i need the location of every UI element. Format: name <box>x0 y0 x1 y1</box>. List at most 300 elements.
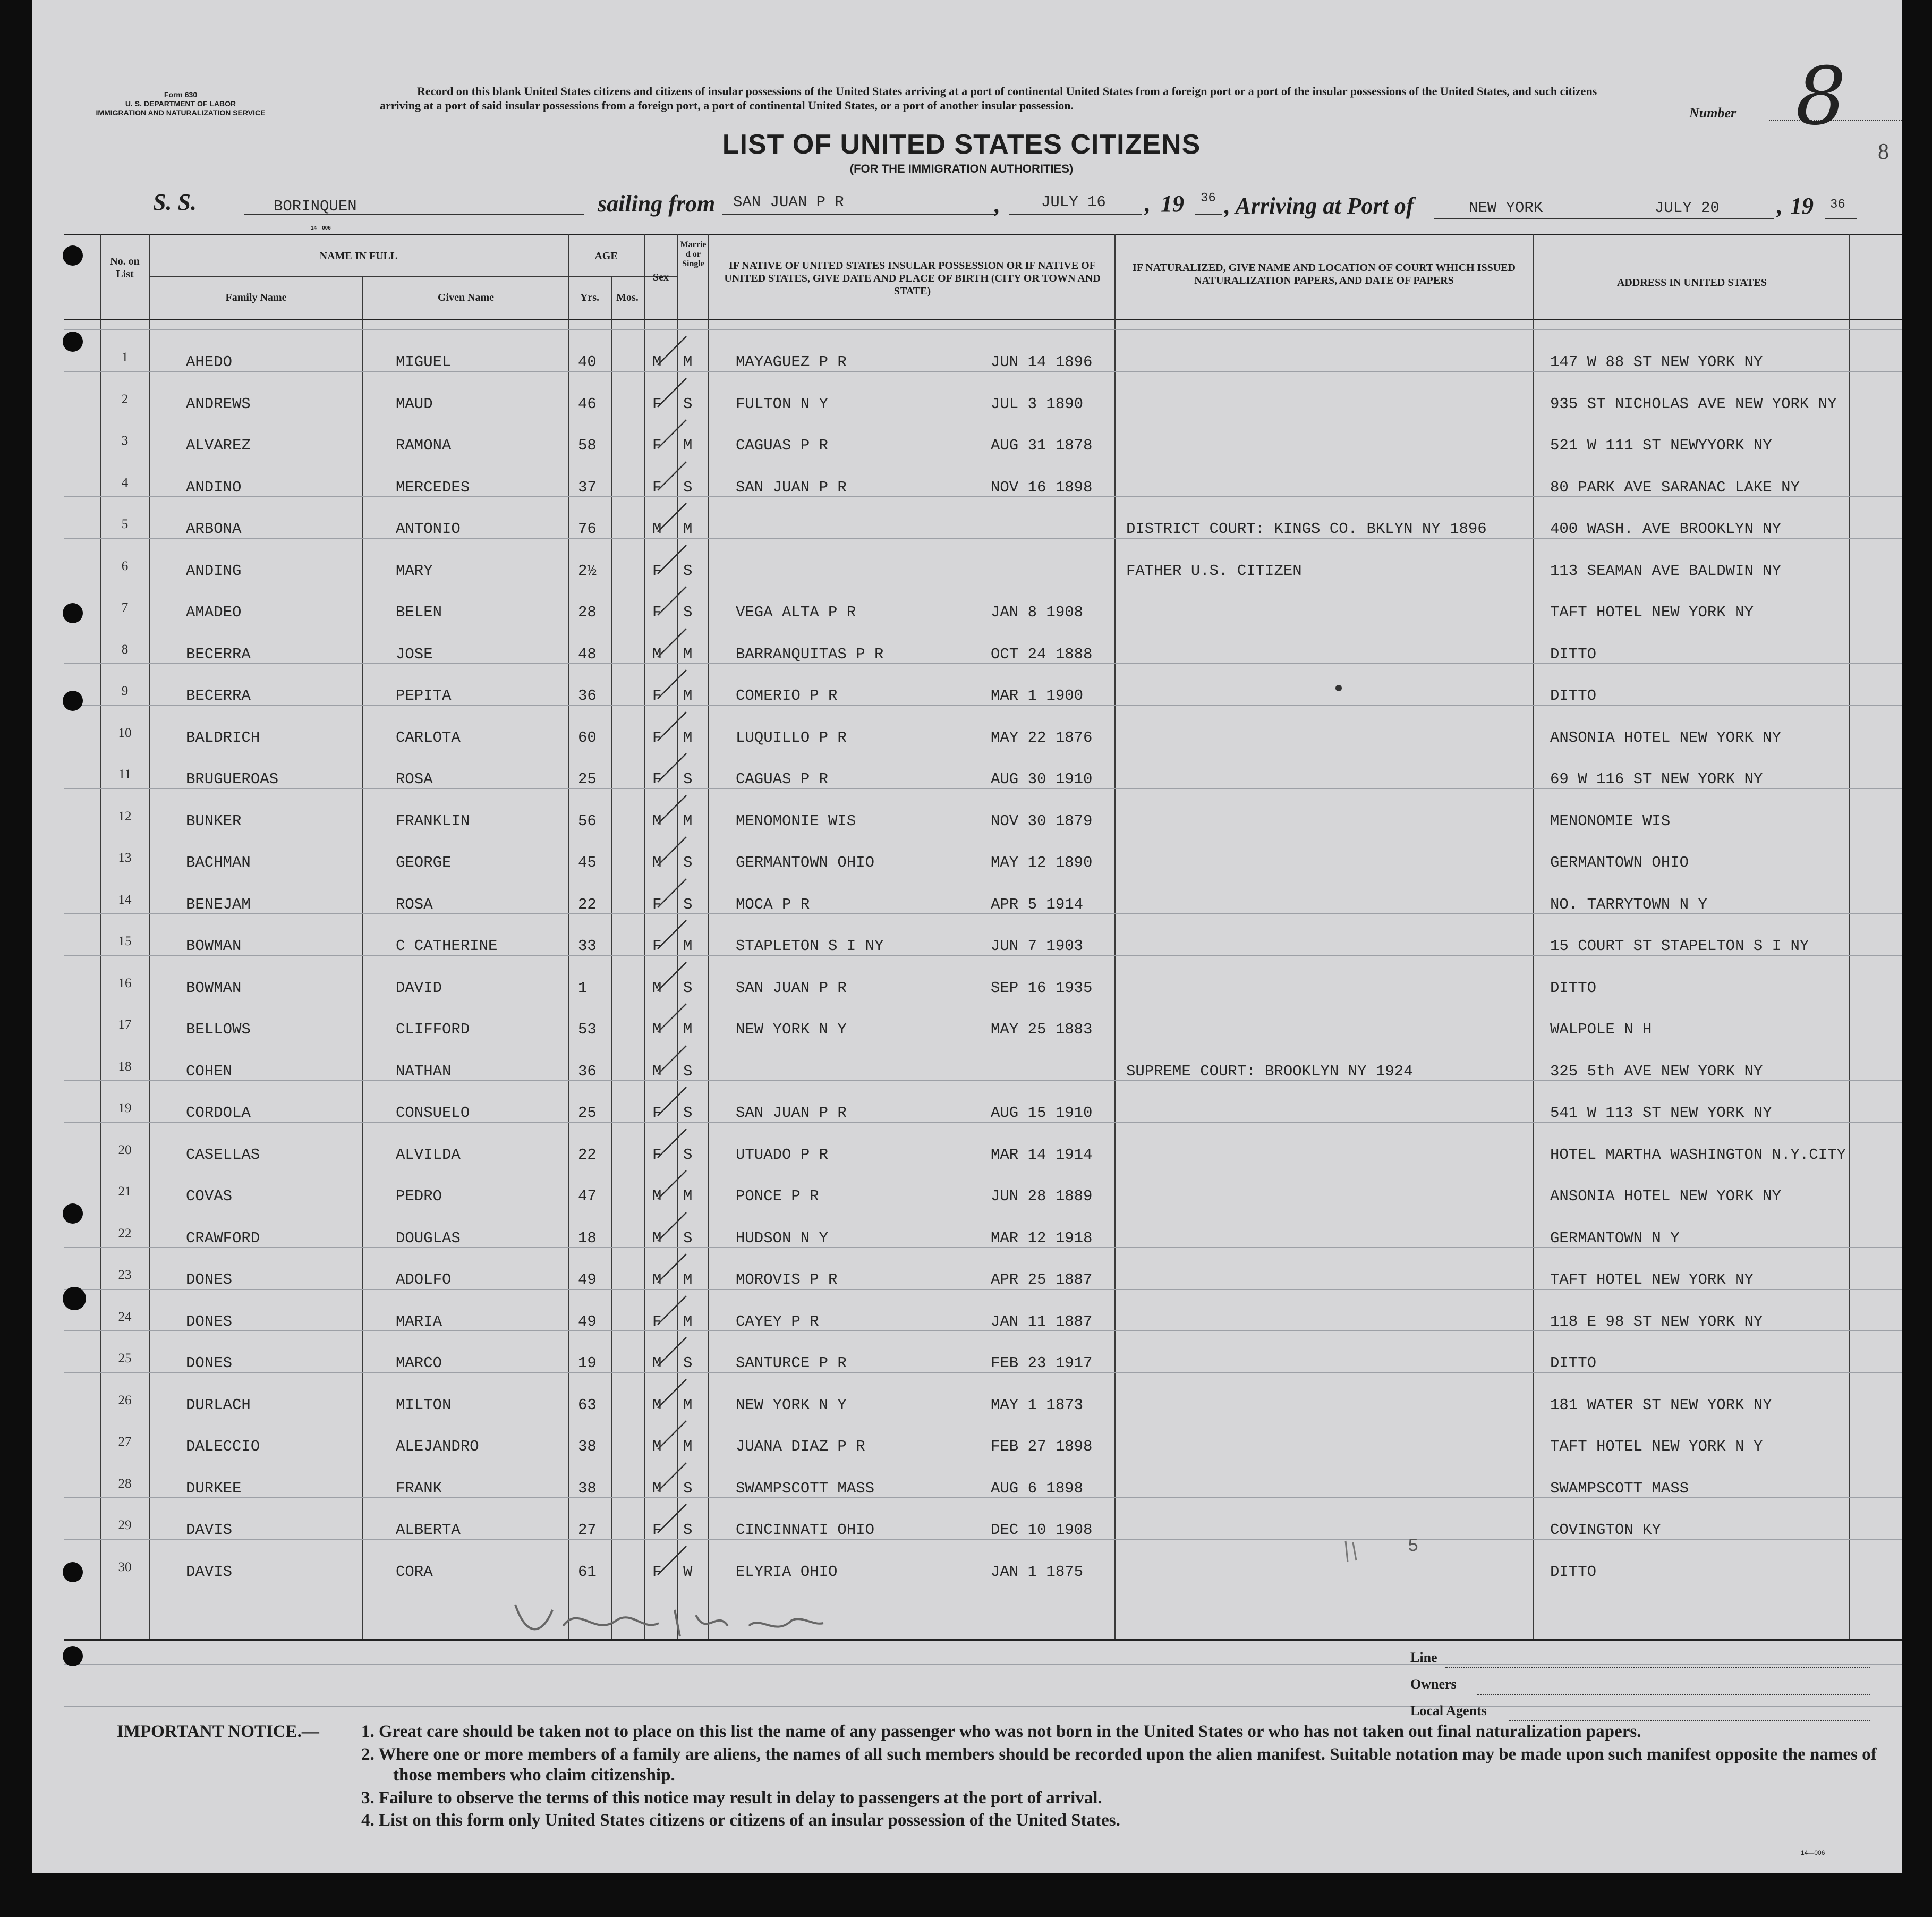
row-place: ELYRIA OHIO <box>736 1563 838 1581</box>
row-marital: S <box>683 1354 693 1372</box>
row-no: 25 <box>118 1351 132 1365</box>
check-mark <box>653 457 691 495</box>
row-family: DURKEE <box>186 1479 242 1497</box>
row-sex: M <box>652 1229 662 1247</box>
col-header-no: No. on List <box>110 256 140 280</box>
row-date: AUG 30 1910 <box>991 770 1093 788</box>
row-date: APR 5 1914 <box>991 895 1084 913</box>
row-given: CLIFFORD <box>396 1021 470 1038</box>
row-age: 36 <box>578 687 597 705</box>
sailing-from-label: sailing from <box>598 191 716 217</box>
row-age: 53 <box>578 1021 597 1038</box>
row-age: 47 <box>578 1187 597 1205</box>
check-mark <box>653 1208 691 1245</box>
row-no: 22 <box>118 1226 132 1241</box>
punch-hole <box>63 1287 86 1310</box>
table-top-rule <box>64 234 1902 235</box>
row-date: MAY 25 1883 <box>991 1021 1093 1038</box>
row-place: BARRANQUITAS P R <box>736 645 884 663</box>
row-family: ARBONA <box>186 520 242 538</box>
punch-hole <box>63 1203 83 1224</box>
col-divider <box>1533 234 1534 1639</box>
row-given: MAUD <box>396 395 433 413</box>
arrival-date: JULY 20 <box>1655 199 1720 217</box>
row-marital: S <box>683 770 693 788</box>
row-no: 26 <box>118 1393 132 1407</box>
row-given: FRANKLIN <box>396 812 470 830</box>
row-sex: F <box>652 478 662 496</box>
name-subheader-rule <box>149 276 600 277</box>
row-no: 17 <box>118 1017 132 1032</box>
row-naturalized: SUPREME COURT: BROOKLYN NY 1924 <box>1126 1062 1413 1080</box>
row-given: ROSA <box>396 895 433 913</box>
row-age: 38 <box>578 1479 597 1497</box>
row-date: FEB 23 1917 <box>991 1354 1093 1372</box>
row-family: AHEDO <box>186 353 233 371</box>
row-given: JOSE <box>396 645 433 663</box>
row-sex: F <box>652 895 662 913</box>
row-family: CORDOLA <box>186 1104 251 1122</box>
row-place: UTUADO P R <box>736 1146 829 1164</box>
arrival-year: 36 <box>1830 198 1845 212</box>
row-place: LUQUILLO P R <box>736 728 847 747</box>
row-age: 56 <box>578 812 597 830</box>
row-place: PONCE P R <box>736 1187 819 1205</box>
owners-signature-line <box>1477 1694 1870 1695</box>
page-title: LIST OF UNITED STATES CITIZENS <box>722 129 1201 160</box>
row-no: 6 <box>121 558 129 573</box>
row-place: GERMANTOWN OHIO <box>736 854 875 871</box>
row-sex: F <box>652 687 662 705</box>
service-name: IMMIGRATION AND NATURALIZATION SERVICE <box>96 108 266 117</box>
row-age: 45 <box>578 854 597 871</box>
row-age: 36 <box>578 1062 597 1080</box>
row-age: 1 <box>578 979 588 997</box>
arrival-port-line <box>1434 218 1774 219</box>
row-family: DAVIS <box>186 1563 233 1581</box>
row-age: 49 <box>578 1312 597 1330</box>
row-family: ALVAREZ <box>186 437 251 454</box>
row-address: 69 W 116 ST NEW YORK NY <box>1550 770 1763 788</box>
row-family: DONES <box>186 1354 233 1372</box>
row-sex: M <box>652 979 662 997</box>
corner-mark: 8 <box>1878 140 1889 164</box>
row-sex: F <box>652 937 662 955</box>
row-place: FULTON N Y <box>736 395 829 413</box>
col-header-given: Given Name <box>437 292 495 303</box>
row-given: PEDRO <box>396 1187 442 1205</box>
row-address: DITTO <box>1550 1563 1597 1581</box>
row-sex: F <box>652 1521 662 1539</box>
arrival-year-line <box>1825 218 1857 219</box>
row-age: 22 <box>578 1146 597 1164</box>
row-age: 48 <box>578 645 597 663</box>
row-given: MARY <box>396 562 433 580</box>
row-no: 7 <box>121 600 129 615</box>
check-mark <box>653 1292 691 1329</box>
col-header-sex: Sex <box>653 272 669 283</box>
row-sex: M <box>652 812 662 830</box>
row-given: CONSUELO <box>396 1104 470 1122</box>
check-mark <box>653 958 691 995</box>
row-date: MAR 1 1900 <box>991 687 1084 705</box>
check-mark <box>653 833 691 870</box>
row-sex: F <box>652 1104 662 1122</box>
check-mark <box>653 1250 691 1287</box>
check-mark <box>653 332 691 369</box>
row-no: 16 <box>118 976 132 990</box>
check-mark <box>653 582 691 620</box>
row-address: ANSONIA HOTEL NEW YORK NY <box>1550 1187 1782 1205</box>
row-family: CRAWFORD <box>186 1229 260 1247</box>
row-given: DAVID <box>396 979 442 997</box>
row-marital: M <box>683 937 693 955</box>
row-address: DITTO <box>1550 687 1597 705</box>
row-date: JUL 3 1890 <box>991 395 1084 413</box>
row-marital: M <box>683 1312 693 1330</box>
row-rule <box>64 1330 1902 1331</box>
punch-hole <box>63 1562 83 1582</box>
col-header-naturalized: IF NATURALIZED, GIVE NAME AND LOCATION OF COURT WHICH ISSUED NATURALIZATION PAPERS, AND DATE OF PAPERS <box>1133 262 1516 286</box>
row-address: 325 5th AVE NEW YORK NY <box>1550 1062 1763 1080</box>
row-place: MENOMONIE WIS <box>736 812 856 830</box>
row-no: 3 <box>121 434 129 448</box>
row-address: TAFT HOTEL NEW YORK NY <box>1550 604 1754 621</box>
row-place: NEW YORK N Y <box>736 1396 847 1414</box>
row-date: SEP 16 1935 <box>991 979 1093 997</box>
row-family: BECERRA <box>186 645 251 663</box>
row-date: MAY 1 1873 <box>991 1396 1084 1414</box>
row-address: 113 SEAMAN AVE BALDWIN NY <box>1550 562 1782 580</box>
row-address: WALPOLE N H <box>1550 1021 1652 1038</box>
row-family: ANDINO <box>186 478 242 496</box>
row-sex: M <box>652 520 662 538</box>
row-age: 49 <box>578 1271 597 1288</box>
check-mark <box>653 374 691 411</box>
row-marital: S <box>683 1146 693 1164</box>
row-age: 58 <box>578 437 597 454</box>
row-age: 18 <box>578 1229 597 1247</box>
row-no: 8 <box>121 642 129 657</box>
row-marital: M <box>683 1021 693 1038</box>
form-number: Form 630 <box>164 90 198 99</box>
form-identification <box>85 90 276 117</box>
row-family: BALDRICH <box>186 728 260 747</box>
row-given: CORA <box>396 1563 433 1581</box>
row-marital: S <box>683 895 693 913</box>
col-header-address: ADDRESS IN UNITED STATES <box>1616 277 1767 289</box>
row-marital: S <box>683 1062 693 1080</box>
punch-hole <box>63 1646 83 1666</box>
row-date: MAY 12 1890 <box>991 854 1093 871</box>
row-address: MENONOMIE WIS <box>1550 812 1671 830</box>
check-mark <box>653 1041 691 1079</box>
row-address: 400 WASH. AVE BROOKLYN NY <box>1550 520 1782 538</box>
check-mark <box>653 999 691 1037</box>
col-header-family: Family Name <box>225 292 287 303</box>
table-bottom-rule <box>64 1639 1902 1641</box>
check-mark <box>653 791 691 828</box>
row-date: NOV 30 1879 <box>991 812 1093 830</box>
row-sex: M <box>652 1062 662 1080</box>
print-code: 14—006 <box>311 225 331 231</box>
row-no: 19 <box>118 1101 132 1115</box>
row-marital: S <box>683 854 693 871</box>
row-given: MIGUEL <box>396 353 452 371</box>
row-sex: M <box>652 1021 662 1038</box>
row-no: 15 <box>118 934 132 948</box>
row-no: 10 <box>118 725 132 740</box>
row-date: JUN 28 1889 <box>991 1187 1093 1205</box>
row-family: BOWMAN <box>186 979 242 997</box>
row-family: CASELLAS <box>186 1146 260 1164</box>
row-place: CAYEY P R <box>736 1312 819 1330</box>
row-sex: F <box>652 395 662 413</box>
line-signature-line <box>1445 1667 1870 1668</box>
col-divider <box>708 234 709 1639</box>
check-mark <box>653 749 691 786</box>
row-no: 29 <box>118 1518 132 1532</box>
row-address: 541 W 113 ST NEW YORK NY <box>1550 1104 1772 1122</box>
footer-code: 14—006 <box>1801 1849 1825 1856</box>
departure-port-line <box>722 214 996 215</box>
row-marital: M <box>683 728 693 747</box>
row-no: 14 <box>118 892 132 907</box>
row-address: NO. TARRYTOWN N Y <box>1550 895 1707 913</box>
row-place: JUANA DIAZ P R <box>736 1438 865 1455</box>
row-family: DALECCIO <box>186 1438 260 1455</box>
row-sex: F <box>652 770 662 788</box>
number-label: Number <box>1689 105 1737 121</box>
row-sex: F <box>652 1146 662 1164</box>
row-age: 2½ <box>578 562 597 580</box>
check-mark <box>653 875 691 912</box>
row-address: GERMANTOWN N Y <box>1550 1229 1680 1247</box>
row-rule <box>64 1539 1902 1540</box>
departure-port: SAN JUAN P R <box>733 193 844 211</box>
row-place: SANTURCE P R <box>736 1354 847 1372</box>
row-marital: S <box>683 562 693 580</box>
row-marital: M <box>683 1271 693 1288</box>
row-age: 27 <box>578 1521 597 1539</box>
check-mark <box>653 708 691 745</box>
row-no: 12 <box>118 809 132 824</box>
row-date: FEB 27 1898 <box>991 1438 1093 1455</box>
row-date: JUN 7 1903 <box>991 937 1084 955</box>
record-instructions: Record on this blank United States citizens and citizens of insular possessions of the United States arriving at a port of continental United States from a foreign port or a port of the insular possessions of the United States, and such citizens arriving at a port of said insular possessions from a foreign port, a port of continental United States, or a port of another insular possession. <box>380 84 1597 112</box>
row-date: DEC 10 1908 <box>991 1521 1093 1539</box>
row-address: 521 W 111 ST NEWYYORK NY <box>1550 437 1772 454</box>
check-mark <box>653 1500 691 1537</box>
row-marital: M <box>683 812 693 830</box>
row-marital: S <box>683 979 693 997</box>
notice-heading: IMPORTANT NOTICE.— <box>117 1722 319 1741</box>
row-age: 28 <box>578 604 597 621</box>
row-rule <box>64 913 1902 914</box>
row-age: 37 <box>578 478 597 496</box>
row-address: HOTEL MARTHA WASHINGTON N.Y.CITY <box>1550 1146 1846 1164</box>
row-date: AUG 31 1878 <box>991 437 1093 454</box>
row-sex: F <box>652 1312 662 1330</box>
row-given: NATHAN <box>396 1062 452 1080</box>
row-rule <box>64 1247 1902 1248</box>
row-marital: M <box>683 1438 693 1455</box>
row-address: 80 PARK AVE SARANAC LAKE NY <box>1550 478 1800 496</box>
col-divider <box>568 234 569 1639</box>
row-age: 38 <box>578 1438 597 1455</box>
row-place: COMERIO P R <box>736 687 838 705</box>
col-header-name: NAME IN FULL <box>319 250 398 262</box>
row-rule <box>64 538 1902 539</box>
row-family: BRUGUEROAS <box>186 770 279 788</box>
departure-year: 36 <box>1201 191 1216 206</box>
row-place: MOCA P R <box>736 895 810 913</box>
department-name: U. S. DEPARTMENT OF LABOR <box>125 99 236 108</box>
row-no: 11 <box>118 767 132 782</box>
row-place: CINCINNATI OHIO <box>736 1521 875 1539</box>
check-mark <box>653 541 691 578</box>
row-naturalized: FATHER U.S. CITIZEN <box>1126 562 1302 580</box>
row-address: 118 E 98 ST NEW YORK NY <box>1550 1312 1763 1330</box>
row-family: BECERRA <box>186 687 251 705</box>
row-no: 1 <box>121 350 129 364</box>
row-rule <box>64 371 1902 372</box>
row-address: DITTO <box>1550 1354 1597 1372</box>
row-marital: S <box>683 1521 693 1539</box>
row-no: 28 <box>118 1476 132 1491</box>
handwritten-note <box>505 1594 834 1647</box>
row-marital: M <box>683 520 693 538</box>
row-age: 25 <box>578 770 597 788</box>
row-rule <box>64 1497 1902 1498</box>
col-divider <box>362 276 363 1639</box>
row-given: ALEJANDRO <box>396 1438 479 1455</box>
row-address: ANSONIA HOTEL NEW YORK NY <box>1550 728 1782 747</box>
row-marital: S <box>683 1104 693 1122</box>
row-given: GEORGE <box>396 854 452 871</box>
row-family: BOWMAN <box>186 937 242 955</box>
row-date: AUG 15 1910 <box>991 1104 1093 1122</box>
row-date: NOV 16 1898 <box>991 478 1093 496</box>
col-divider <box>149 234 150 1639</box>
list-number-handwritten: 8 <box>1795 50 1846 143</box>
row-given: ANTONIO <box>396 520 461 538</box>
row-marital: M <box>683 1396 693 1414</box>
ink-dot <box>1333 683 1344 693</box>
row-date: MAR 14 1914 <box>991 1146 1093 1164</box>
row-place: SAN JUAN P R <box>736 1104 847 1122</box>
row-given: FRANK <box>396 1479 442 1497</box>
row-address: TAFT HOTEL NEW YORK N Y <box>1550 1438 1763 1455</box>
row-rule <box>64 1372 1902 1373</box>
row-sex: M <box>652 1479 662 1497</box>
row-sex: F <box>652 1563 662 1581</box>
arrival-year-prefix: 19 <box>1790 193 1814 219</box>
row-date: JAN 11 1887 <box>991 1312 1093 1330</box>
manifest-sheet <box>32 0 1902 1873</box>
punch-hole <box>63 332 83 352</box>
row-sex: F <box>652 437 662 454</box>
col-header-marital: Married or Single <box>680 240 707 268</box>
col-header-mos: Mos. <box>616 292 639 303</box>
comma-2: , <box>1145 191 1151 217</box>
row-sex: F <box>652 562 662 580</box>
row-address: 15 COURT ST STAPELTON S I NY <box>1550 937 1809 955</box>
departure-year-prefix: 19 <box>1161 191 1184 217</box>
row-rule <box>64 663 1902 664</box>
check-mark <box>653 1416 691 1454</box>
check-mark <box>653 1458 691 1496</box>
arrival-port: NEW YORK <box>1469 199 1543 217</box>
row-sex: M <box>652 1354 662 1372</box>
row-rule <box>64 1289 1902 1290</box>
notice-item-4: 4. List on this form only United States citizens or citizens of an insular possession of the United States. <box>361 1811 1120 1830</box>
row-place: CAGUAS P R <box>736 437 829 454</box>
row-given: ALVILDA <box>396 1146 461 1164</box>
row-age: 19 <box>578 1354 597 1372</box>
check-mark <box>653 1542 691 1579</box>
owners-label: Owners <box>1410 1676 1457 1692</box>
check-mark <box>653 1333 691 1370</box>
margin-scribble <box>1341 1538 1363 1565</box>
row-family: DURLACH <box>186 1396 251 1414</box>
notice-item-2: 2. Where one or more members of a family are aliens, the names of all such members should be recorded upon the alien manifest. Suitable notation may be made upon such manifest opposite the names of those members who claim citizenship. <box>361 1745 1877 1785</box>
table-header-rule <box>64 319 1902 320</box>
page-subtitle: (FOR THE IMMIGRATION AUTHORITIES) <box>849 162 1074 175</box>
row-age: 60 <box>578 728 597 747</box>
col-divider <box>644 234 645 1639</box>
row-given: MILTON <box>396 1396 452 1414</box>
row-family: ANDING <box>186 562 242 580</box>
row-family: COVAS <box>186 1187 233 1205</box>
punch-hole <box>63 245 83 266</box>
row-marital: M <box>683 645 693 663</box>
row-place: NEW YORK N Y <box>736 1021 847 1038</box>
row-place: MOROVIS P R <box>736 1271 838 1288</box>
row-no: 5 <box>121 517 129 531</box>
check-mark <box>653 1166 691 1203</box>
row-given: PEPITA <box>396 687 452 705</box>
row-sex: M <box>652 1187 662 1205</box>
row-sex: M <box>652 353 662 371</box>
row-family: ANDREWS <box>186 395 251 413</box>
row-address: DITTO <box>1550 979 1597 997</box>
col-header-birth: IF NATIVE OF UNITED STATES INSULAR POSSESSION OR IF NATIVE OF UNITED STATES, GIVE DATE AND PLACE OF BIRTH (CITY OR TOWN AND STATE) <box>724 260 1101 297</box>
row-no: 13 <box>118 851 132 865</box>
arriving-label: , Arriving at Port of <box>1224 193 1414 219</box>
row-given: ROSA <box>396 770 433 788</box>
check-mark <box>653 1375 691 1412</box>
row-age: 63 <box>578 1396 597 1414</box>
check-mark <box>653 624 691 661</box>
col-header-yrs: Yrs. <box>580 292 600 303</box>
notice-item-3: 3. Failure to observe the terms of this notice may result in delay to passengers at the port of arrival. <box>361 1788 1102 1808</box>
row-marital: S <box>683 604 693 621</box>
row-rule <box>64 705 1902 706</box>
row-rule <box>64 1664 1902 1665</box>
departure-year-line <box>1195 214 1222 215</box>
row-address: COVINGTON KY <box>1550 1521 1661 1539</box>
row-date: MAR 12 1918 <box>991 1229 1093 1247</box>
row-place: MAYAGUEZ P R <box>736 353 847 371</box>
row-given: RAMONA <box>396 437 452 454</box>
row-date: APR 25 1887 <box>991 1271 1093 1288</box>
check-mark <box>653 916 691 953</box>
punch-hole <box>63 691 83 711</box>
departure-date-line <box>1009 214 1142 215</box>
row-no: 9 <box>121 684 129 698</box>
row-sex: F <box>652 728 662 747</box>
